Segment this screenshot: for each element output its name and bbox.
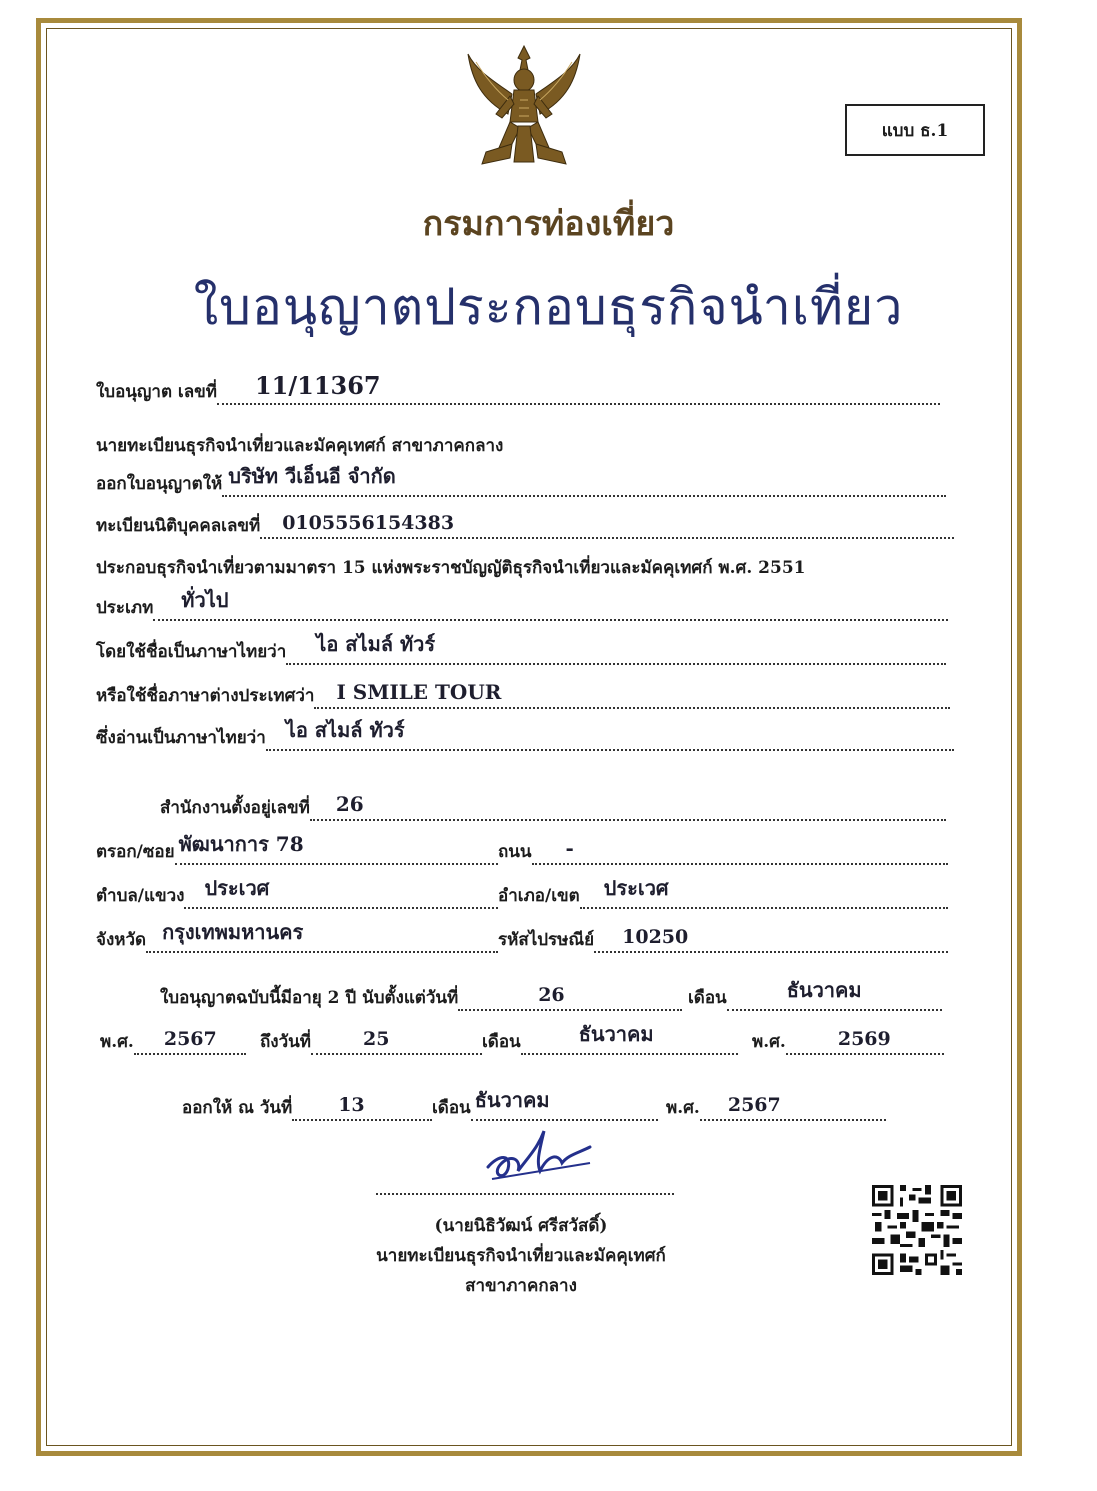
read-as-label: ซึ่งอ่านเป็นภาษาไทยว่า <box>96 728 266 748</box>
type-label: ประเภท <box>96 598 154 618</box>
issued-day-value: 13 <box>338 1094 365 1116</box>
issued-month-value: ธันวาคม <box>474 1088 550 1112</box>
end-year-value: 2569 <box>837 1028 891 1050</box>
office-label: สำนักงานตั้งอยู่เลขที่ <box>160 798 310 818</box>
read-as-value: ไอ สไมล์ ทัวร์ <box>285 718 405 742</box>
law-line: ประกอบธุรกิจนำเที่ยวตามมาตรา 15 แห่งพระราชบัญญัติธุรกิจนำเที่ยวและมัคคุเทศก์ พ.ศ. 2551 <box>96 558 806 578</box>
alley-label: ตรอก/ซอย <box>96 842 175 862</box>
road-label: ถนน <box>498 842 532 862</box>
district-label: อำเภอ/เขต <box>498 886 580 906</box>
thai-name-label: โดยใช้ชื่อเป็นภาษาไทยว่า <box>96 642 287 662</box>
office-value: 26 <box>335 792 364 816</box>
registrar-line: นายทะเบียนธุรกิจนำเที่ยวและมัคคุเทศก์ สาขาภาคกลาง <box>96 436 504 456</box>
start-day-value: 26 <box>538 984 565 1006</box>
type-value: ทั่วไป <box>181 588 229 612</box>
issued-month-row <box>432 1088 658 1121</box>
validity-intro-label: ใบอนุญาตฉบับนี้มีอายุ 2 ปี นับตั้งแต่วันที่ <box>160 988 459 1008</box>
alley-row <box>96 832 498 865</box>
subdistrict-value: ประเวศ <box>204 876 270 900</box>
start-month-row <box>688 978 942 1011</box>
issued-year-row <box>666 1094 886 1121</box>
start-year-row <box>100 1028 246 1055</box>
road-value: - <box>565 836 574 860</box>
start-month-label: เดือน <box>688 988 727 1008</box>
district-value: ประเวศ <box>603 876 669 900</box>
road-row <box>498 838 948 865</box>
license-no-value: 11/11367 <box>254 371 381 400</box>
subdistrict-row <box>96 876 498 909</box>
province-row <box>96 920 498 953</box>
license-no-label: ใบอนุญาต เลขที่ <box>96 382 217 402</box>
garuda-emblem-icon <box>462 40 586 176</box>
juristic-label: ทะเบียนนิติบุคคลเลขที่ <box>96 516 261 536</box>
signatory-position: นายทะเบียนธุรกิจนำเที่ยวและมัคคุเทศก์ <box>376 1246 666 1266</box>
postcode-row <box>498 926 948 953</box>
postcode-label: รหัสไปรษณีย์ <box>498 930 595 950</box>
province-value: กรุงเทพมหานคร <box>162 920 304 944</box>
until-label: ถึงวันที่ <box>260 1032 311 1052</box>
form-code: แบบ ธ.1 <box>881 120 949 141</box>
end-year-row <box>752 1028 944 1055</box>
issued-day-row <box>182 1094 432 1121</box>
subdistrict-label: ตำบล/แขวง <box>96 886 185 906</box>
qr-code-icon <box>872 1185 962 1275</box>
issued-year-label: พ.ศ. <box>666 1098 700 1118</box>
issued-to-row <box>96 464 946 497</box>
signature-mark <box>478 1125 598 1185</box>
validity-start-row <box>160 984 682 1011</box>
office-row <box>160 794 946 821</box>
end-day-value: 25 <box>362 1028 390 1050</box>
foreign-name-row <box>96 682 950 709</box>
issued-year-value: 2567 <box>727 1094 781 1116</box>
province-label: จังหวัด <box>96 930 147 950</box>
alley-value: พัฒนาการ 78 <box>178 832 304 856</box>
thai-name-value: ไอ สไมล์ ทัวร์ <box>316 632 436 656</box>
read-as-row <box>96 718 954 751</box>
document-title: ใบอนุญาตประกอบธุรกิจนำเที่ยว <box>193 278 904 336</box>
juristic-row <box>96 512 954 539</box>
department-name: กรมการท่องเที่ยว <box>422 204 675 244</box>
signatory-name: (นายนิธิวัฒน์ ศรีสวัสดิ์) <box>434 1216 608 1236</box>
end-day-row <box>260 1028 482 1055</box>
end-month-label: เดือน <box>482 1032 521 1052</box>
end-year-label: พ.ศ. <box>752 1032 786 1052</box>
thai-name-row <box>96 632 946 665</box>
postcode-value: 10250 <box>622 926 689 948</box>
foreign-name-value: I SMILE TOUR <box>336 680 502 704</box>
signature-line <box>376 1193 674 1195</box>
license-no-row <box>96 371 940 405</box>
foreign-name-label: หรือใช้ชื่อภาษาต่างประเทศว่า <box>96 686 315 706</box>
end-month-value: ธันวาคม <box>578 1022 654 1046</box>
issued-label: ออกให้ ณ วันที่ <box>182 1098 293 1118</box>
juristic-value: 0105556154383 <box>282 512 455 534</box>
signatory-branch: สาขาภาคกลาง <box>465 1276 577 1296</box>
issued-month-label: เดือน <box>432 1098 471 1118</box>
form-code-box <box>845 104 985 156</box>
type-row <box>96 588 948 621</box>
issued-to-label: ออกใบอนุญาตให้ <box>96 474 223 494</box>
end-month-row <box>482 1022 738 1055</box>
start-year-label: พ.ศ. <box>100 1032 134 1052</box>
start-month-value: ธันวาคม <box>786 978 862 1002</box>
issued-to-value: บริษัท วีเอ็นอี จำกัด <box>228 464 396 488</box>
district-row <box>498 876 948 909</box>
start-year-value: 2567 <box>163 1028 217 1050</box>
